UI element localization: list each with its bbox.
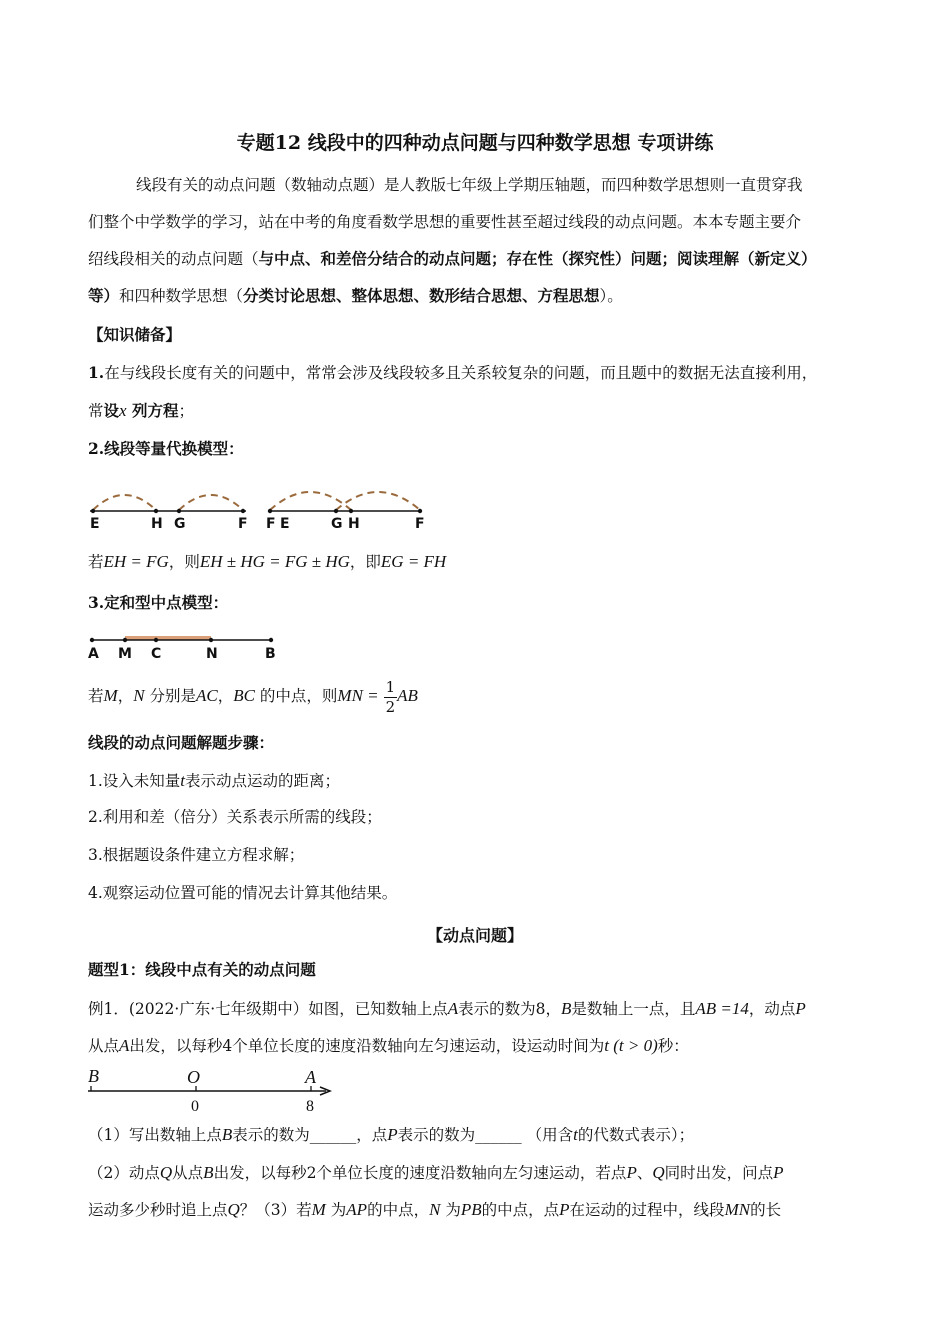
var-t: t	[180, 771, 186, 790]
diagram-label: A	[88, 646, 99, 662]
diagram-label: M	[118, 646, 132, 662]
question-text: 从点	[172, 1164, 204, 1182]
item-text: 在与线段长度有关的问题中，常常会涉及线段较多且关系较复杂的问题，而且题中的数据无法直接利用，	[104, 364, 818, 382]
knowledge-item-2: 2.线段等量代换模型：	[88, 439, 244, 458]
step-text: 表示动点运动的距离；	[185, 772, 341, 790]
diagram-label: N	[206, 646, 218, 662]
item-bold: 列方程	[126, 401, 179, 420]
eq-math: B	[221, 1125, 233, 1144]
eq-text: ，则	[168, 553, 200, 571]
intro-bold-text: 分类讨论思想、整体思想、数形结合思想、方程思想	[243, 286, 600, 305]
eq-math: AC	[195, 686, 218, 705]
eq-math: B	[203, 1163, 214, 1182]
axis-tick-label: 8	[306, 1098, 314, 1115]
eq-math: MN =	[337, 686, 379, 705]
question-text: 为	[325, 1201, 347, 1219]
question-text: 的长	[750, 1201, 782, 1219]
eq-math: t	[573, 1125, 578, 1144]
eq-text: ，	[117, 687, 134, 705]
step-2: 2.利用和差（倍分）关系表示所需的线段；	[88, 808, 382, 826]
eq-math: BC	[233, 686, 255, 705]
axis-point-label: O	[187, 1067, 200, 1087]
example-text: 从点	[88, 1037, 120, 1055]
diagram-label: F	[238, 516, 248, 532]
midpoint-model-diagram	[88, 630, 288, 660]
equation-line-2	[88, 672, 878, 720]
eq-math: EH = FG	[103, 552, 169, 571]
item-text: ；	[178, 402, 194, 420]
example-text: 出发，以每秒4个单位长度的速度沿数轴向左匀速运动，设运动时间为	[129, 1037, 605, 1055]
intro-line-3	[88, 250, 878, 269]
knowledge-heading: 【知识储备】	[88, 325, 182, 344]
eq-math: MN	[724, 1200, 751, 1219]
diagram-label: E	[90, 516, 100, 532]
example-text: ，动点	[748, 1000, 796, 1018]
eq-text: ，	[217, 687, 234, 705]
fraction-one-half	[384, 677, 398, 716]
intro-line-4	[88, 287, 878, 306]
question-text: 表示的数为______ （用含	[397, 1126, 574, 1144]
eq-math: P	[559, 1200, 570, 1219]
eq-text: ，即	[349, 553, 381, 571]
eq-math: Q	[652, 1163, 665, 1182]
section-heading: 【动点问题】	[426, 926, 523, 945]
steps-heading: 线段的动点问题解题步骤：	[88, 733, 275, 752]
step-text: 1.设入未知量	[88, 772, 181, 790]
item-number: 1.	[88, 363, 105, 382]
diagram-label: C	[151, 646, 162, 662]
knowledge-item-1-line-2	[88, 401, 878, 421]
diagram-label: H	[151, 516, 163, 532]
eq-text: 若	[88, 553, 104, 571]
question-1	[88, 1125, 878, 1145]
question-text: 运动多少秒时追上点	[88, 1201, 228, 1219]
segment-substitution-diagram	[88, 478, 433, 530]
diagram-label: F	[266, 516, 276, 532]
example-text: 例1．(2022·广东·七年级期中）如图，已知数轴上点	[88, 1000, 448, 1018]
knowledge-item-3: 3.定和型中点模型：	[88, 593, 229, 612]
eq-math: A	[447, 999, 459, 1018]
fraction-numerator: 1	[385, 677, 396, 696]
intro-bold-text: 等）	[88, 286, 120, 305]
question-text: 、	[636, 1164, 653, 1182]
intro-text: 绍线段相关的动点问题（	[88, 250, 259, 268]
eq-math: P	[387, 1125, 398, 1144]
example-text: 秒：	[657, 1037, 689, 1055]
example-line-1	[88, 999, 878, 1019]
diagram-label: G	[174, 516, 186, 532]
eq-math: EH ± HG = FG ± HG	[199, 552, 350, 571]
diagram-label: F	[415, 516, 425, 532]
eq-text: 若	[88, 687, 104, 705]
axis-point-label: A	[305, 1067, 316, 1087]
intro-text: ）。	[599, 287, 623, 305]
step-3: 3.根据题设条件建立方程求解；	[88, 846, 305, 864]
axis-point-label: B	[88, 1066, 99, 1086]
eq-math: M	[103, 686, 118, 705]
question-text: 的中点，	[367, 1201, 430, 1219]
example-line-2	[88, 1036, 878, 1056]
eq-math: P	[773, 1163, 784, 1182]
question-text: 的代数式表示）；	[577, 1126, 695, 1144]
example-text: 表示的数为8，	[458, 1000, 561, 1018]
item-bold: 设	[103, 401, 120, 420]
eq-math: AB =14	[695, 999, 749, 1018]
eq-math: PB	[460, 1200, 482, 1219]
question-text: 的中点，点	[481, 1201, 560, 1219]
axis-tick-label: 0	[191, 1098, 199, 1115]
type-1-heading: 题型1：线段中点有关的动点问题	[88, 960, 316, 979]
question-text: （1）写出数轴上点	[88, 1126, 222, 1144]
question-text: 表示的数为______，点	[232, 1126, 388, 1144]
eq-math: EG = FH	[380, 552, 447, 571]
question-text: 为	[440, 1201, 461, 1219]
item-text: 常	[88, 402, 104, 420]
eq-math: Q	[227, 1200, 240, 1219]
diagram-label: G	[331, 516, 343, 532]
step-1	[88, 771, 878, 791]
eq-math: A	[119, 1036, 130, 1055]
question-text: 同时出发，问点	[664, 1164, 774, 1182]
knowledge-item-1-line-1	[88, 364, 878, 383]
equation-line-1	[88, 552, 878, 572]
diagram-label: E	[280, 516, 290, 532]
eq-math: M	[311, 1200, 326, 1219]
eq-text: 的中点，则	[254, 687, 338, 705]
fraction-denominator: 2	[385, 697, 396, 716]
eq-math: P	[626, 1163, 637, 1182]
eq-math: AP	[346, 1200, 368, 1219]
question-text: （2）动点	[88, 1164, 160, 1182]
var-x: x	[119, 401, 127, 420]
question-text: 在运动的过程中，线段	[569, 1201, 725, 1219]
question-3	[88, 1200, 878, 1220]
eq-math: P	[795, 999, 806, 1018]
eq-math: N	[429, 1200, 441, 1219]
question-text: 出发，以每秒2个单位长度的速度沿数轴向左匀速运动，若点	[213, 1164, 627, 1182]
example-text: 是数轴上一点，且	[571, 1000, 696, 1018]
eq-math: Q	[159, 1163, 173, 1182]
eq-math: N	[133, 686, 145, 705]
page-title: 专题12 线段中的四种动点问题与四种数学思想 专项讲练	[236, 132, 714, 154]
eq-math: t (t > 0)	[604, 1036, 658, 1055]
number-line-diagram	[86, 1066, 336, 1116]
question-text: ？（3）若	[239, 1201, 312, 1219]
intro-line-2: 们整个中学数学的学习，站在中考的角度看数学思想的重要性甚至超过线段的动点问题。本本专题主要介	[88, 213, 802, 231]
step-4: 4.观察运动位置可能的情况去计算其他结果。	[88, 884, 398, 902]
diagram-label: H	[348, 516, 360, 532]
eq-text: 分别是	[144, 687, 196, 705]
diagram-label: B	[265, 646, 276, 662]
eq-math: B	[560, 999, 572, 1018]
intro-text: 和四种数学思想（	[119, 287, 244, 305]
intro-line-1: 线段有关的动点问题（数轴动点题）是人教版七年级上学期压轴题，而四种数学思想则一直贯穿我	[136, 176, 803, 194]
question-2	[88, 1163, 878, 1183]
intro-bold-text: 与中点、和差倍分结合的动点问题；存在性（探究性）问题；阅读理解（新定义）	[258, 249, 817, 268]
eq-math: AB	[397, 686, 418, 705]
